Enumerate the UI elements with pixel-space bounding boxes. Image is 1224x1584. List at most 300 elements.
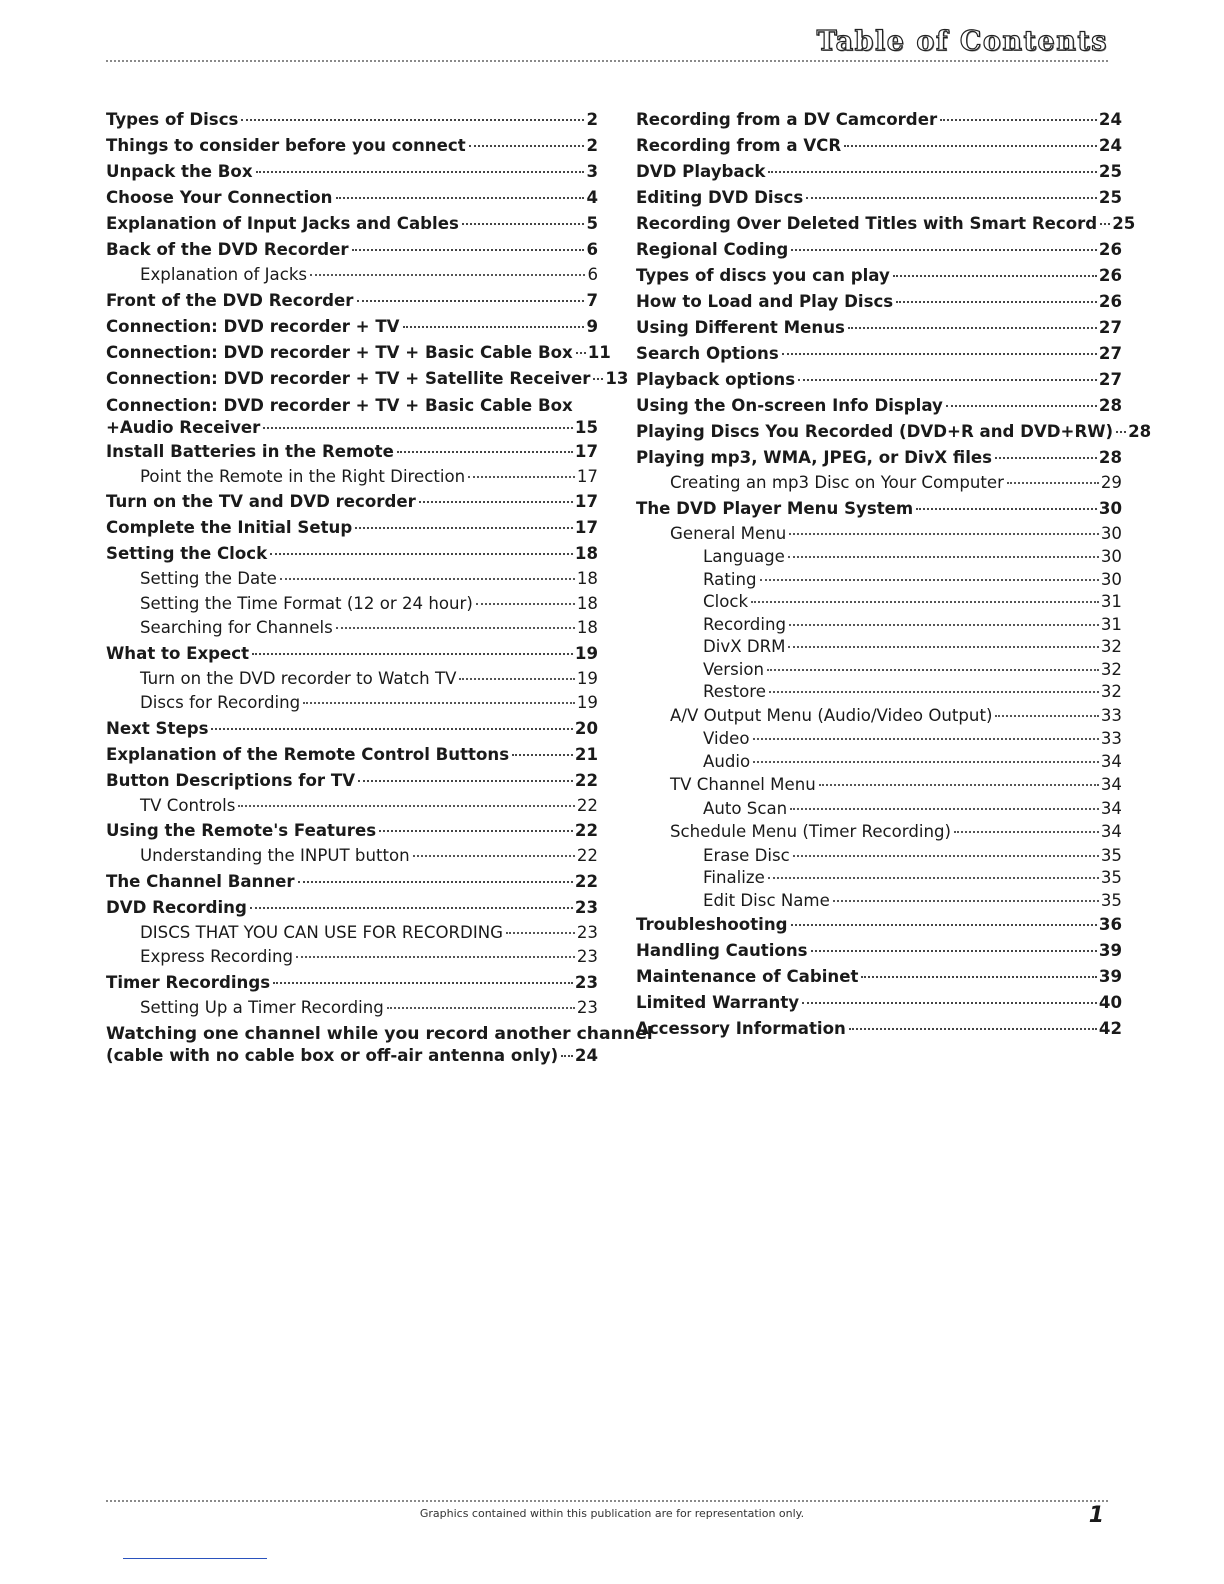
dot-leader — [760, 579, 1099, 581]
toc-entry-title: Things to consider before you connect — [106, 136, 466, 155]
dot-leader — [751, 601, 1099, 603]
dot-leader — [397, 451, 573, 453]
dot-leader — [250, 907, 573, 909]
dot-leader — [798, 379, 1097, 381]
dot-leader — [848, 327, 1097, 329]
toc-entry[interactable] — [636, 419, 1152, 445]
toc-subentry[interactable] — [636, 681, 1122, 704]
toc-entry-page: 30 — [1098, 498, 1122, 518]
toc-entry-page: 26 — [1098, 266, 1122, 285]
toc-entry-page: 17 — [574, 492, 598, 511]
toc-subentry[interactable] — [636, 569, 1122, 592]
dot-leader — [788, 556, 1099, 558]
toc-subentry[interactable] — [636, 659, 1122, 682]
dot-leader — [256, 171, 585, 173]
toc-entry[interactable] — [106, 439, 598, 465]
toc-entry-title: Search Options — [636, 344, 779, 363]
toc-subentry[interactable] — [106, 667, 598, 692]
toc-entry[interactable] — [106, 211, 598, 237]
toc-subentry[interactable] — [636, 546, 1122, 569]
toc-subentry[interactable] — [106, 945, 598, 970]
toc-entry-title: Schedule Menu (Timer Recording) — [670, 822, 952, 841]
toc-entry-title: Connection: DVD recorder + TV + Satellite Receiver — [106, 368, 591, 388]
dot-leader — [459, 678, 574, 680]
toc-entry[interactable] — [106, 185, 598, 211]
toc-entry-page: 27 — [1098, 370, 1122, 389]
toc-entry[interactable] — [106, 515, 598, 541]
toc-entry-title: A/V Output Menu (Audio/Video Output) — [670, 705, 993, 725]
toc-subentry[interactable] — [636, 614, 1122, 637]
dot-leader — [310, 274, 585, 276]
toc-entry-page: 3 — [586, 162, 598, 181]
toc-entry[interactable] — [106, 340, 611, 366]
dot-leader — [298, 881, 573, 883]
toc-entry[interactable] — [636, 237, 1122, 263]
dot-leader — [476, 603, 575, 605]
toc-entry-page: 34 — [1100, 751, 1122, 771]
dot-leader — [790, 808, 1099, 810]
dot-leader — [379, 830, 573, 832]
toc-entry-page: 25 — [1098, 188, 1122, 207]
dot-leader — [946, 405, 1097, 407]
toc-entry[interactable] — [106, 288, 598, 314]
toc-entry-page: 23 — [576, 947, 598, 966]
toc-subentry[interactable] — [636, 636, 1122, 659]
toc-entry-page: 5 — [586, 214, 598, 233]
toc-entry[interactable] — [106, 895, 598, 921]
toc-entry-title: Audio — [703, 751, 751, 771]
toc-subentry[interactable] — [636, 728, 1122, 751]
toc-entry-page: 19 — [576, 668, 598, 688]
toc-entry-page: 34 — [1100, 775, 1122, 794]
toc-subentry[interactable] — [106, 996, 598, 1021]
dot-leader — [789, 624, 1099, 626]
toc-entry-page: 35 — [1100, 890, 1122, 910]
toc-entry-page: 22 — [576, 795, 598, 815]
toc-entry-title: Rating — [703, 569, 757, 589]
toc-entry[interactable] — [636, 393, 1122, 419]
dot-leader — [241, 119, 584, 121]
toc-entry-page: 17 — [576, 466, 598, 486]
toc-entry-title: Express Recording — [140, 947, 294, 966]
toc-entry[interactable] — [106, 366, 629, 392]
dot-leader — [849, 1028, 1097, 1030]
toc-entry[interactable] — [106, 314, 598, 340]
toc-entry-title: How to Load and Play Discs — [636, 292, 894, 311]
dot-leader — [468, 476, 575, 478]
dot-leader — [995, 715, 1098, 717]
toc-entry-title: The Channel Banner — [106, 871, 295, 891]
toc-entry-title: Setting the Date — [140, 569, 277, 588]
toc-entry[interactable] — [106, 107, 598, 133]
toc-entry-title: DivX DRM — [703, 637, 786, 656]
toc-entry-title: General Menu — [670, 523, 787, 543]
toc-entry[interactable] — [106, 237, 598, 263]
toc-subentry[interactable] — [106, 691, 598, 716]
dot-leader — [252, 653, 573, 655]
toc-entry-page: 30 — [1100, 523, 1122, 543]
toc-entry-page: 31 — [1100, 592, 1122, 611]
toc-subentry[interactable] — [636, 867, 1122, 890]
toc-entry-title-continued: +Audio Receiver — [106, 417, 261, 437]
dot-leader — [844, 145, 1097, 147]
dot-leader — [561, 1055, 573, 1057]
toc-entry-page: 6 — [587, 265, 598, 284]
dot-leader — [788, 646, 1098, 648]
toc-entry-title: Connection: DVD recorder + TV + Basic Cable Box — [106, 395, 573, 415]
toc-entry-page: 26 — [1098, 292, 1122, 311]
toc-entry[interactable] — [106, 768, 598, 794]
toc-entry-page: 32 — [1100, 659, 1122, 679]
dot-leader — [296, 956, 575, 958]
toc-entry-title: Handling Cautions — [636, 941, 808, 960]
dot-leader — [280, 578, 575, 580]
toc-entry[interactable] — [636, 315, 1122, 341]
toc-entry-page: 18 — [576, 569, 598, 588]
dot-leader — [769, 691, 1099, 693]
toc-entry-page: 23 — [574, 897, 598, 917]
dot-leader — [355, 527, 573, 529]
toc-entry-title: Watching one channel while you record another channel — [106, 1024, 653, 1044]
toc-entry-title: Searching for Channels — [140, 618, 333, 637]
toc-entry-page: 22 — [574, 871, 598, 891]
toc-entry[interactable] — [636, 445, 1122, 471]
dot-leader — [893, 275, 1097, 277]
toc-entry-title: Erase Disc — [703, 845, 790, 865]
toc-entry-page: 11 — [587, 342, 611, 362]
toc-entry-page: 18 — [576, 618, 598, 637]
dot-leader — [413, 855, 575, 857]
toc-entry-page: 31 — [1100, 614, 1122, 634]
toc-entry-title: What to Expect — [106, 643, 250, 663]
toc-entry-title: Recording from a VCR — [636, 136, 842, 155]
toc-entry-title: Discs for Recording — [140, 693, 301, 712]
dot-leader — [506, 932, 575, 934]
toc-entry-title: Restore — [703, 682, 766, 701]
toc-entry[interactable] — [636, 496, 1122, 522]
toc-entry-title: Back of the DVD Recorder — [106, 240, 349, 259]
dot-leader — [940, 119, 1097, 121]
toc-entry-title: Recording from a DV Camcorder — [636, 110, 938, 129]
dot-leader — [270, 553, 573, 555]
toc-entry-title: Install Batteries in the Remote — [106, 441, 394, 461]
toc-entry[interactable] — [106, 818, 598, 844]
toc-entry-title: Unpack the Box — [106, 162, 253, 181]
dot-leader — [916, 508, 1097, 510]
toc-entry-page: 40 — [1098, 993, 1122, 1012]
toc-entry[interactable] — [106, 1023, 653, 1067]
toc-entry-title: Version — [703, 659, 765, 679]
toc-entry-title: Connection: DVD recorder + TV — [106, 316, 400, 336]
toc-entry-page: 7 — [586, 290, 598, 310]
toc-subentry[interactable] — [106, 567, 598, 592]
toc-entry[interactable] — [636, 912, 1122, 938]
toc-entry-page: 2 — [586, 136, 598, 155]
toc-entry-title: Edit Disc Name — [703, 890, 830, 910]
toc-entry-page: 23 — [576, 922, 598, 942]
toc-entry-title: Explanation of Jacks — [140, 265, 308, 284]
toc-entry-title: Troubleshooting — [636, 915, 788, 934]
toc-entry-page: 13 — [605, 368, 629, 388]
toc-entry-page: 34 — [1100, 798, 1122, 818]
toc-entry[interactable] — [106, 159, 598, 185]
toc-entry-title: Using the Remote's Features — [106, 821, 377, 840]
footer-rule — [106, 1500, 1108, 1502]
dot-leader — [403, 326, 585, 328]
dot-leader — [791, 249, 1097, 251]
dot-leader — [1116, 431, 1126, 433]
toc-entry-title: DISCS THAT YOU CAN USE FOR RECORDING — [140, 922, 504, 942]
toc-entry-page: 19 — [576, 693, 598, 712]
toc-entry[interactable] — [106, 869, 598, 895]
toc-entry-page: 32 — [1100, 637, 1122, 656]
header-rule — [106, 60, 1108, 62]
dot-leader — [211, 728, 572, 730]
dot-leader — [753, 738, 1099, 740]
dot-leader — [357, 300, 585, 302]
toc-entry[interactable] — [636, 133, 1122, 159]
link-underline — [123, 1558, 267, 1559]
toc-entry-title: Clock — [703, 592, 749, 611]
dot-leader — [238, 805, 574, 807]
toc-entry-title: Recording — [703, 614, 786, 634]
toc-entry-title: Regional Coding — [636, 240, 789, 259]
toc-entry-title: Choose Your Connection — [106, 188, 333, 207]
toc-entry-page: 22 — [576, 846, 598, 865]
toc-entry-page: 28 — [1128, 422, 1152, 441]
toc-entry[interactable] — [106, 133, 598, 159]
toc-subentry[interactable] — [636, 704, 1122, 729]
toc-entry-page: 35 — [1100, 868, 1122, 887]
toc-entry[interactable] — [106, 742, 598, 768]
toc-entry-title: Setting Up a Timer Recording — [140, 997, 384, 1017]
dot-leader — [896, 301, 1097, 303]
toc-column-right — [636, 107, 1152, 1042]
toc-entry-page: 20 — [574, 718, 598, 738]
toc-entry-title: Complete the Initial Setup — [106, 518, 353, 537]
dot-leader — [263, 427, 573, 429]
toc-column-left — [106, 107, 653, 1067]
toc-entry-page: 27 — [1098, 318, 1122, 337]
toc-entry-title: Turn on the DVD recorder to Watch TV — [140, 668, 457, 688]
toc-entry-title: Editing DVD Discs — [636, 188, 804, 207]
toc-entry-title: Point the Remote in the Right Direction — [140, 466, 466, 486]
dot-leader — [954, 831, 1099, 833]
toc-entry-page: 42 — [1098, 1019, 1122, 1038]
toc-entry-page: 34 — [1100, 822, 1122, 841]
toc-entry-title: Types of discs you can play — [636, 266, 890, 285]
toc-entry-title: Front of the DVD Recorder — [106, 290, 354, 310]
toc-entry[interactable] — [106, 641, 598, 667]
toc-entry-page: 32 — [1100, 682, 1122, 701]
toc-entry-title: Video — [703, 729, 750, 748]
dot-leader — [593, 378, 603, 380]
toc-entry-page: 24 — [574, 1046, 598, 1065]
toc-entry-title: Understanding the INPUT button — [140, 846, 410, 865]
toc-entry-title: Connection: DVD recorder + TV + Basic Cable Box — [106, 342, 573, 362]
toc-entry-page: 9 — [586, 316, 598, 336]
dot-leader — [806, 197, 1097, 199]
toc-entry-title: Turn on the TV and DVD recorder — [106, 492, 416, 511]
toc-entry-title: Using Different Menus — [636, 318, 845, 337]
toc-entry-title: Playing mp3, WMA, JPEG, or DivX files — [636, 448, 993, 467]
dot-leader — [462, 223, 585, 225]
dot-leader — [767, 669, 1099, 671]
toc-subentry[interactable] — [106, 844, 598, 869]
toc-entry-title: Limited Warranty — [636, 993, 800, 1012]
toc-entry-title: Playback options — [636, 370, 796, 389]
dot-leader — [336, 627, 575, 629]
toc-entry-title: Explanation of Input Jacks and Cables — [106, 214, 459, 233]
toc-entry-title: TV Channel Menu — [670, 775, 816, 794]
toc-entry-title: DVD Recording — [106, 897, 247, 917]
toc-entry[interactable] — [106, 716, 598, 742]
toc-entry[interactable] — [636, 107, 1122, 133]
dot-leader — [1007, 482, 1099, 484]
toc-entry-title: The DVD Player Menu System — [636, 498, 914, 518]
toc-entry-page: 27 — [1098, 344, 1122, 363]
dot-leader — [791, 924, 1097, 926]
footer-note: Graphics contained within this publication are for representation only. — [419, 1507, 805, 1520]
toc-entry-title: Next Steps — [106, 718, 209, 738]
toc-entry[interactable] — [636, 159, 1122, 185]
toc-entry-title: Playing Discs You Recorded (DVD+R and DVD+RW) — [636, 422, 1114, 441]
toc-entry[interactable] — [106, 489, 598, 515]
toc-subentry[interactable] — [106, 794, 598, 819]
toc-subentry[interactable] — [636, 751, 1122, 774]
toc-subentry[interactable] — [106, 616, 598, 641]
toc-entry-page: 22 — [574, 770, 598, 790]
dot-leader — [358, 780, 573, 782]
toc-entry-page: 6 — [586, 240, 598, 259]
toc-entry[interactable] — [636, 211, 1136, 237]
dot-leader — [387, 1007, 575, 1009]
toc-entry-page: 26 — [1098, 240, 1122, 259]
toc-entry[interactable] — [636, 263, 1122, 289]
toc-entry[interactable] — [106, 395, 598, 439]
toc-entry[interactable] — [636, 964, 1122, 990]
toc-subentry[interactable] — [106, 921, 598, 946]
toc-subentry[interactable] — [636, 820, 1122, 845]
toc-entry-title: Auto Scan — [703, 798, 788, 818]
toc-entry-page: 25 — [1098, 162, 1122, 181]
toc-entry-page: 39 — [1098, 941, 1122, 960]
toc-subentry[interactable] — [636, 773, 1122, 798]
toc-entry-title: Button Descriptions for TV — [106, 770, 356, 790]
dot-leader — [753, 761, 1099, 763]
toc-entry[interactable] — [636, 367, 1122, 393]
toc-entry-title: Accessory Information — [636, 1019, 846, 1038]
toc-subentry[interactable] — [636, 471, 1122, 496]
toc-entry-page: 17 — [574, 518, 598, 537]
toc-entry[interactable] — [636, 1016, 1122, 1042]
toc-subentry[interactable] — [106, 592, 598, 617]
toc-entry-page: 18 — [574, 544, 598, 563]
dot-leader — [861, 976, 1096, 978]
toc-entry[interactable] — [636, 185, 1122, 211]
toc-entry-title: Language — [703, 547, 785, 566]
dot-leader — [802, 1002, 1097, 1004]
toc-entry-page: 39 — [1098, 967, 1122, 986]
toc-entry-page: 21 — [574, 744, 598, 764]
toc-entry-title: Finalize — [703, 868, 765, 887]
dot-leader — [768, 171, 1096, 173]
dot-leader — [789, 533, 1099, 535]
dot-leader — [336, 197, 585, 199]
dot-leader — [819, 784, 1099, 786]
toc-entry-title: Timer Recordings — [106, 972, 271, 992]
toc-entry-page: 28 — [1098, 448, 1122, 467]
dot-leader — [576, 352, 586, 354]
dot-leader — [352, 249, 585, 251]
toc-entry[interactable] — [106, 970, 598, 996]
page-title: Table of Contents — [816, 26, 1108, 57]
dot-leader — [811, 950, 1097, 952]
toc-subentry[interactable] — [636, 845, 1122, 868]
toc-entry-page: 33 — [1100, 705, 1122, 725]
toc-entry-title: Using the On-screen Info Display — [636, 396, 943, 415]
dot-leader — [273, 982, 573, 984]
toc-entry[interactable] — [636, 341, 1122, 367]
toc-entry[interactable] — [636, 990, 1122, 1016]
dot-leader — [995, 457, 1097, 459]
toc-entry-page: 23 — [576, 997, 598, 1017]
dot-leader — [469, 145, 585, 147]
toc-entry-page: 17 — [574, 441, 598, 461]
toc-entry-page: 29 — [1100, 473, 1122, 492]
toc-subentry[interactable] — [636, 522, 1122, 547]
toc-entry-page: 30 — [1100, 569, 1122, 589]
toc-entry[interactable] — [636, 289, 1122, 315]
toc-subentry[interactable] — [636, 798, 1122, 821]
toc-entry-title: Recording Over Deleted Titles with Smart Record — [636, 214, 1098, 233]
toc-entry-page: 22 — [574, 821, 598, 840]
toc-entry-page: 23 — [574, 972, 598, 992]
toc-subentry[interactable] — [106, 263, 598, 288]
toc-entry-page: 15 — [574, 417, 598, 437]
toc-entry-page: 30 — [1100, 547, 1122, 566]
page-number: 1 — [1088, 1503, 1104, 1528]
toc-entry-page: 19 — [574, 643, 598, 663]
toc-entry-page: 33 — [1100, 729, 1122, 748]
toc-entry-page: 25 — [1112, 214, 1136, 233]
dot-leader — [782, 353, 1097, 355]
toc-subentry[interactable] — [636, 890, 1122, 913]
toc-subentry[interactable] — [106, 465, 598, 490]
dot-leader — [512, 754, 573, 756]
toc-entry-page: 18 — [576, 593, 598, 613]
toc-entry-title: Explanation of the Remote Control Buttons — [106, 744, 510, 764]
toc-subentry[interactable] — [636, 591, 1122, 614]
toc-entry-page: 36 — [1098, 915, 1122, 934]
dot-leader — [793, 855, 1099, 857]
toc-entry-title: Maintenance of Cabinet — [636, 967, 859, 986]
toc-entry-page: 28 — [1098, 396, 1122, 415]
toc-entry-title: Types of Discs — [106, 110, 239, 129]
dot-leader — [1100, 223, 1110, 225]
toc-entry-title-continued: (cable with no cable box or off-air antenna only) — [106, 1046, 559, 1065]
toc-entry[interactable] — [106, 541, 598, 567]
toc-entry-page: 2 — [586, 110, 598, 129]
toc-entry-title: Setting the Time Format (12 or 24 hour) — [140, 593, 473, 613]
toc-entry-page: 24 — [1098, 110, 1122, 129]
toc-entry[interactable] — [636, 938, 1122, 964]
toc-entry-title: DVD Playback — [636, 162, 766, 181]
toc-entry-page: 35 — [1100, 845, 1122, 865]
dot-leader — [419, 501, 573, 503]
toc-entry-title: TV Controls — [140, 795, 236, 815]
dot-leader — [833, 900, 1099, 902]
